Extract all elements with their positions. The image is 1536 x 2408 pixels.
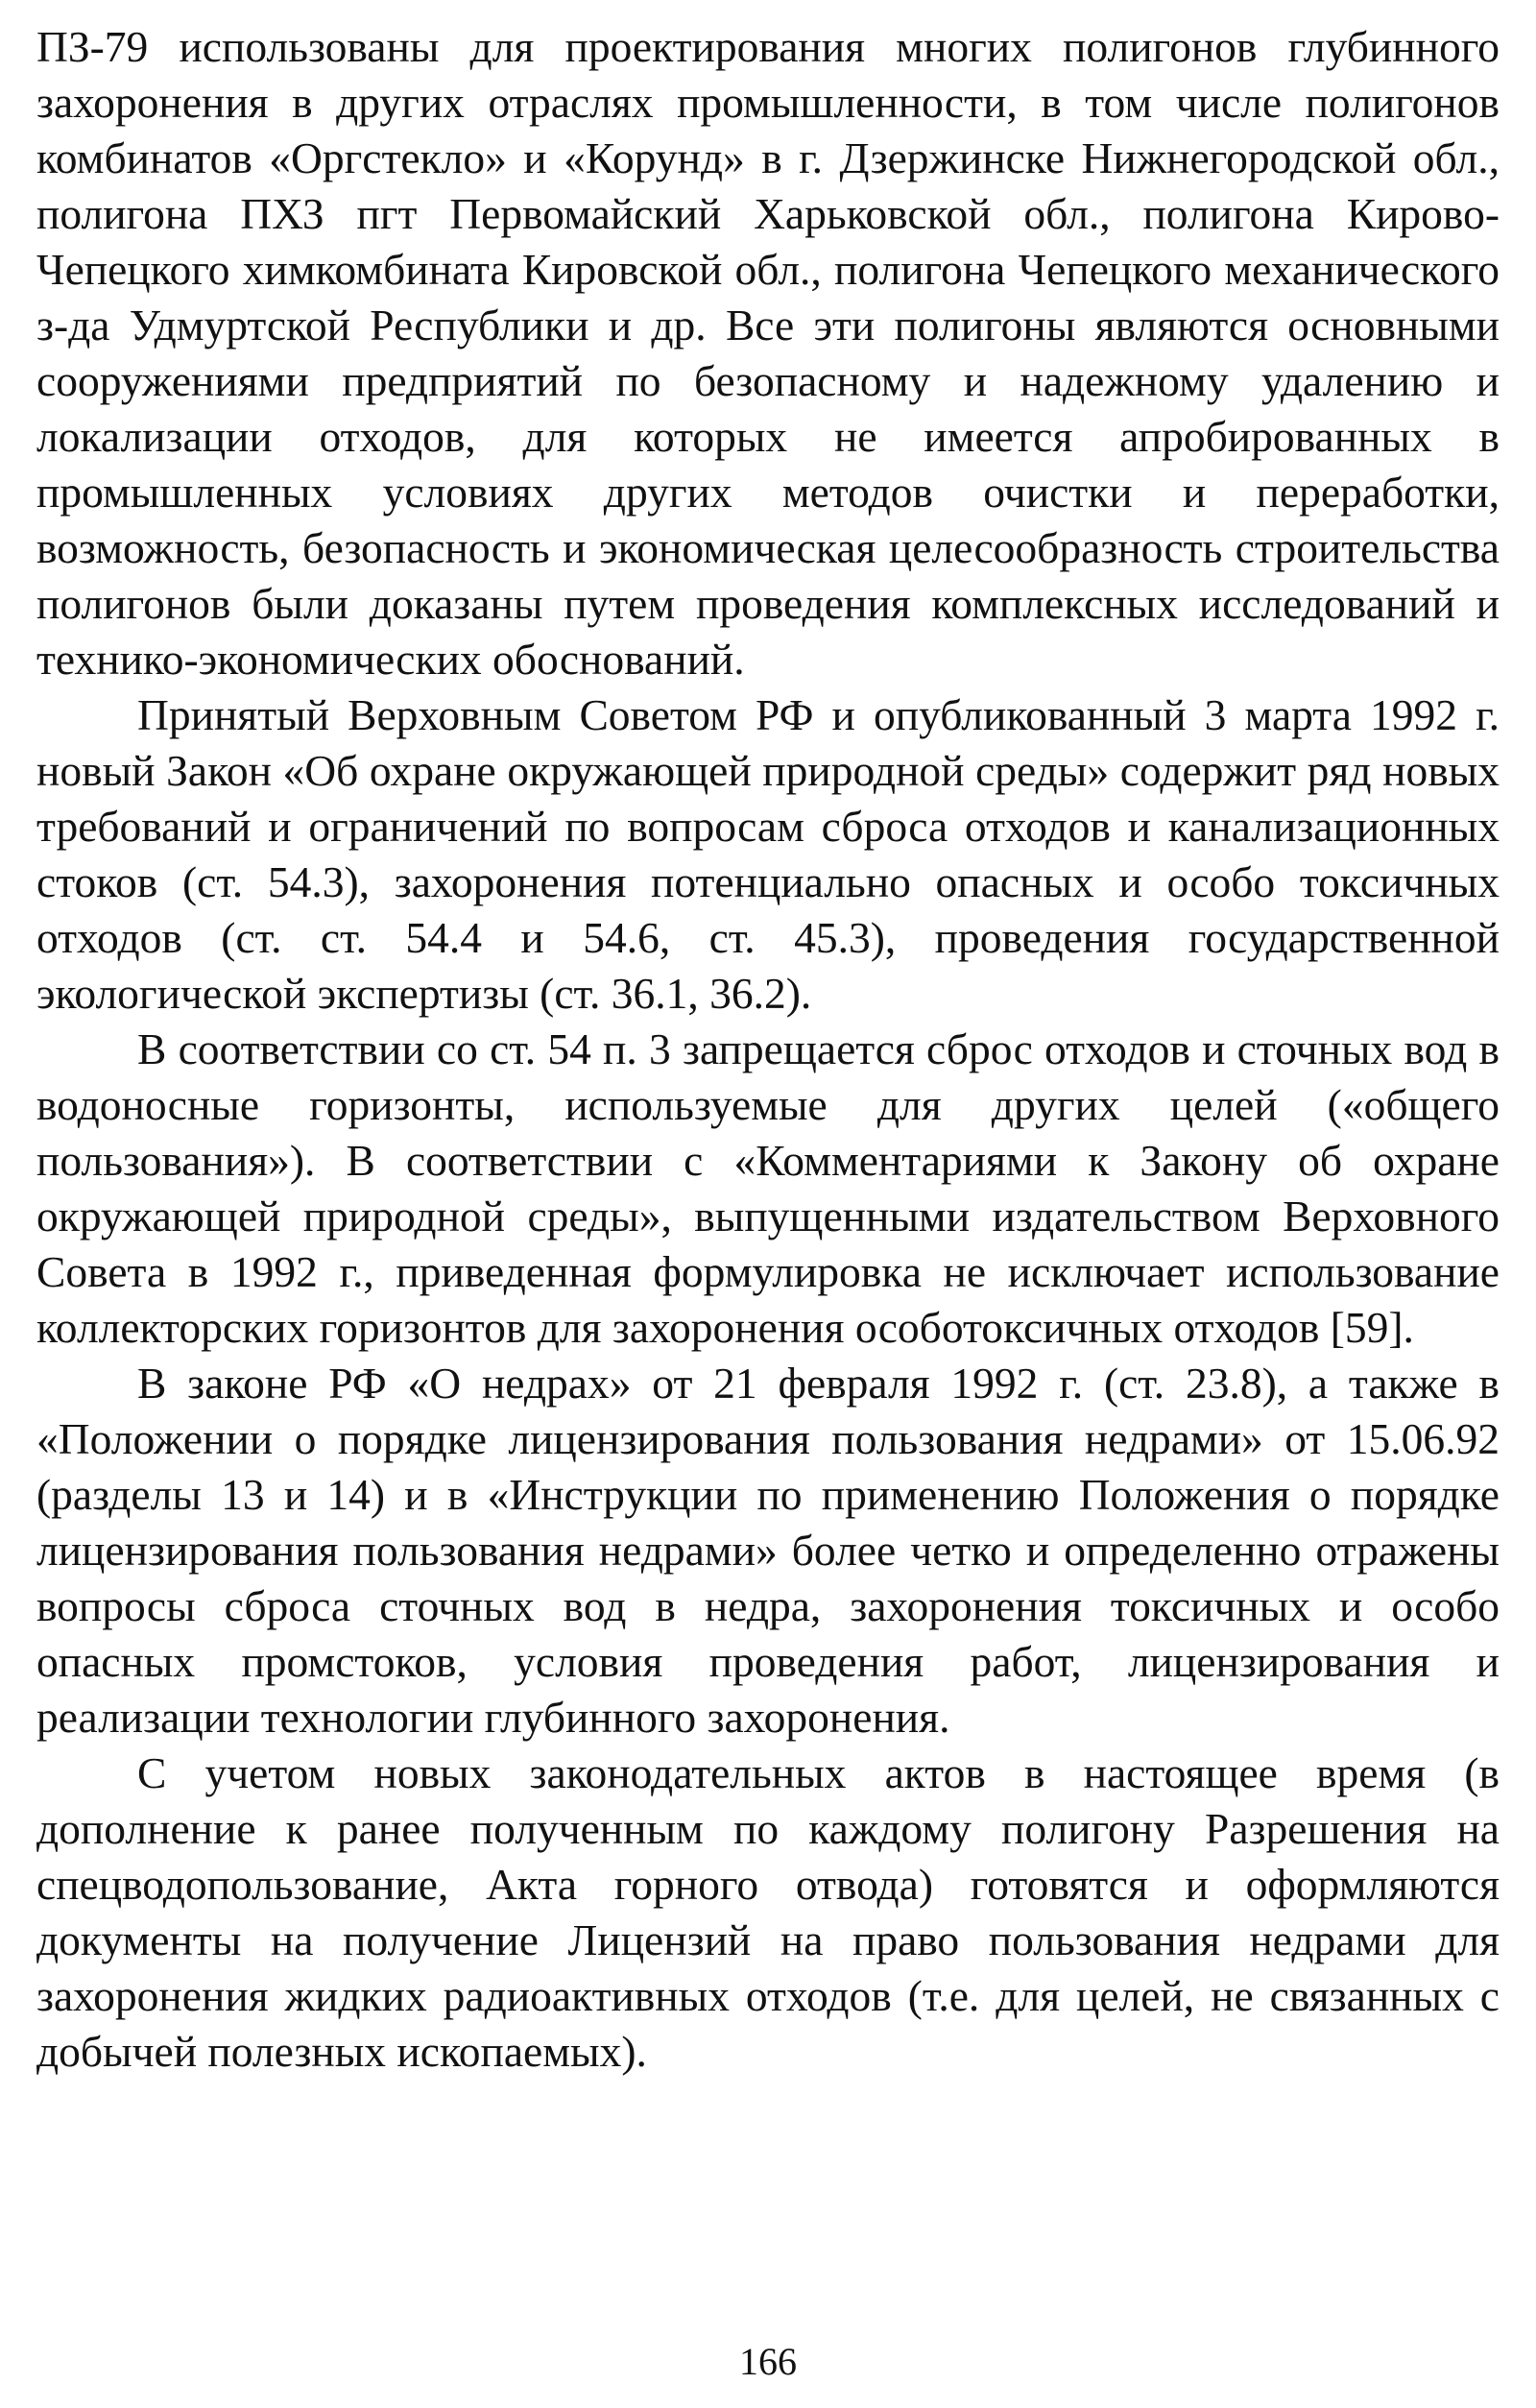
paragraph-1: ПЗ-79 использованы для проектирования многих полигонов глубинного захоронения в других отраслях промышленности, в том числе полигонов комбинатов «Оргстекло» и «Корунд» в г. Дзержинске Нижнегородской обл., полигона ПХЗ пгт Первомайский Харьковской обл., полигона Кирово-Чепецкого химкомбината Кировской обл., полигона Чепецкого механического з-да Удмуртской Республики и др. Все эти полигоны являются основными сооружениями предприятий по безопасному и надежному удалению и локализации отходов, для которых не имеется апробированных в промышленных условиях других методов очистки и переработки, возможность, безопасность и экономическая целесообразность строительства полигонов были доказаны путем проведения комплексных исследований и технико-экономических обоснований.: [36, 22, 1500, 684]
paragraph-5: С учетом новых законодательных актов в настоящее время (в дополнение к ранее полученным по каждому полигону Разрешения на спецводопользование, Акта горного отвода) готовятся и оформляются документы на получение Лицензий на право пользования недрами для захоронения жидких радиоактивных отходов (т.е. для целей, не связанных с добычей полезных ископаемых).: [36, 1748, 1500, 2076]
paragraph-4: В законе РФ «О недрах» от 21 февраля 1992 г. (ст. 23.8), а также в «Положении о порядке лицензирования пользования недрами» от 15.06.92 (разделы 13 и 14) и в «Инструкции по применению Положения о порядке лицензирования пользования недрами» более четко и определенно отражены вопросы сброса сточных вод в недра, захоронения токсичных и особо опасных промстоков, условия проведения работ, лицензирования и реализации технологии глубинного захоронения.: [36, 1359, 1500, 1742]
page-body: [36, 19, 1500, 2080]
paragraph-3: В соответствии со ст. 54 п. 3 запрещается сброс отходов и сточных вод в водоносные горизонты, используемые для других целей («общего пользования»). В соответствии с «Комментариями к Закону об охране окружающей природной среды», выпущенными издательством Верховного Совета в 1992 г., приведенная формулировка не исключает использование коллекторских горизонтов для захоронения особотоксичных отходов [59].: [36, 1024, 1500, 1352]
page-number: 166: [739, 2340, 797, 2383]
paragraph-2: Принятый Верховным Советом РФ и опубликованный 3 марта 1992 г. новый Закон «Об охране окружающей природной среды» содержит ряд новых требований и ограничений по вопросам сброса отходов и канализационных стоков (ст. 54.3), захоронения потенциально опасных и особо токсичных отходов (ст. ст. 54.4 и 54.6, ст. 45.3), проведения государственной экологической экспертизы (ст. 36.1, 36.2).: [36, 690, 1500, 1018]
